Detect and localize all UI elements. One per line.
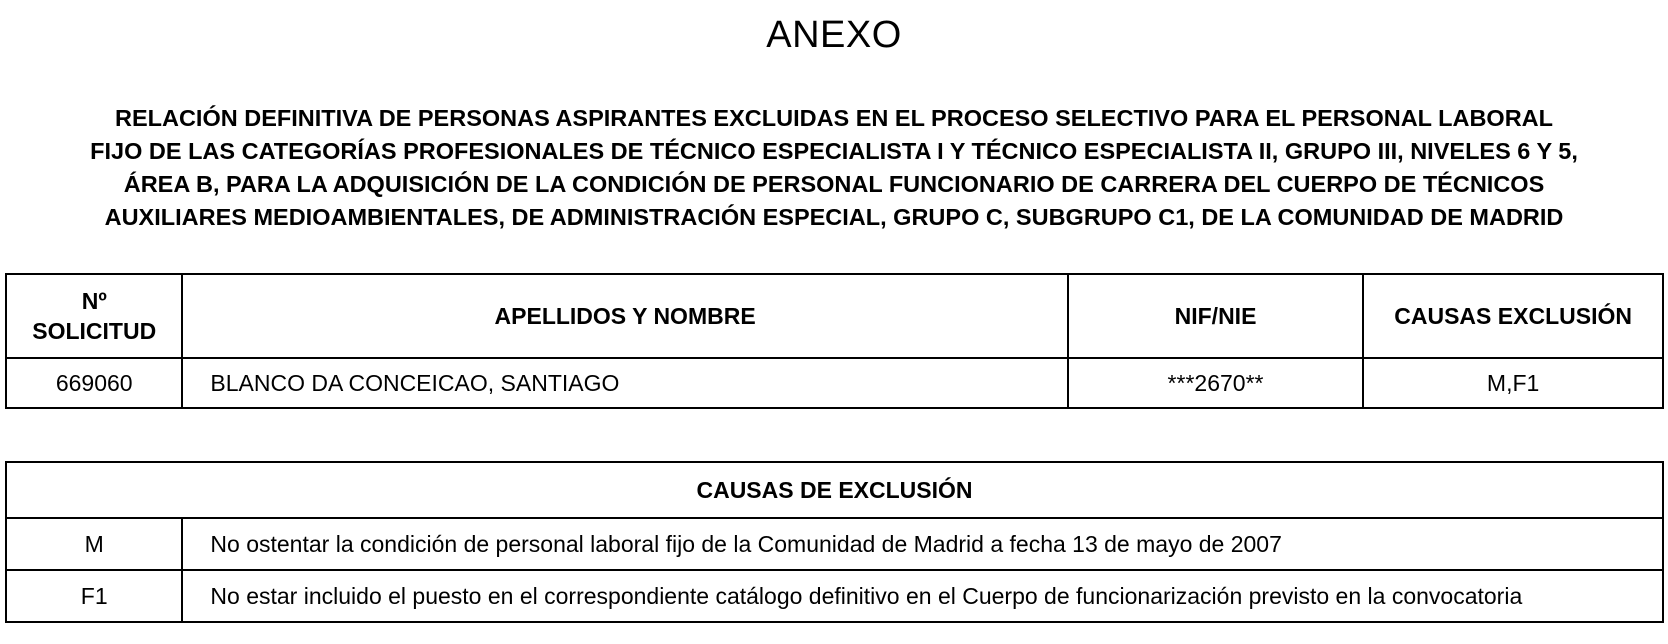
- table-row: [6, 570, 1663, 622]
- excluded-applicants-table: [5, 273, 1664, 409]
- table-header-row: [6, 462, 1663, 518]
- cell-cause-description: No estar incluido el puesto en el correspondiente catálogo definitivo en el Cuerpo de funcionarización previsto en la convocatoria: [182, 570, 1663, 622]
- table-row: [6, 518, 1663, 570]
- cell-nif: ***2670**: [1068, 358, 1363, 408]
- cell-name: BLANCO DA CONCEICAO, SANTIAGO: [182, 358, 1067, 408]
- cell-cause-code: F1: [6, 570, 182, 622]
- document-subtitle: [20, 102, 1648, 234]
- table-row: [6, 358, 1663, 408]
- subtitle-line: RELACIÓN DEFINITIVA DE PERSONAS ASPIRANTES EXCLUIDAS EN EL PROCESO SELECTIVO PARA EL PERSONAL LABORAL: [114, 105, 1553, 131]
- header-causes: CAUSAS EXCLUSIÓN: [1363, 274, 1663, 358]
- header-num-line2: SOLICITUD: [32, 318, 157, 344]
- cell-causes: M,F1: [1363, 358, 1663, 408]
- subtitle-line: ÁREA B, PARA LA ADQUISICIÓN DE LA CONDICIÓN DE PERSONAL FUNCIONARIO DE CARRERA DEL CUERPO DE TÉCNICOS: [123, 171, 1545, 197]
- header-num-line1: Nº: [81, 288, 107, 314]
- table-header-row: [6, 274, 1663, 358]
- subtitle-line: AUXILIARES MEDIOAMBIENTALES, DE ADMINISTRACIÓN ESPECIAL, GRUPO C, SUBGRUPO C1, DE LA COMUNIDAD DE MADRID: [104, 204, 1564, 230]
- header-name: APELLIDOS Y NOMBRE: [182, 274, 1067, 358]
- header-exclusion-causes: CAUSAS DE EXCLUSIÓN: [6, 462, 1663, 518]
- subtitle-line: FIJO DE LAS CATEGORÍAS PROFESIONALES DE TÉCNICO ESPECIALISTA I Y TÉCNICO ESPECIALISTA II, GRUPO III, NIVELES 6 Y 5,: [90, 138, 1578, 164]
- cell-application-number: 669060: [6, 358, 182, 408]
- exclusion-causes-table: [5, 461, 1664, 623]
- cell-cause-description: No ostentar la condición de personal laboral fijo de la Comunidad de Madrid a fecha 13 de mayo de 2007: [182, 518, 1663, 570]
- cell-cause-code: M: [6, 518, 182, 570]
- document-title: ANEXO: [766, 14, 902, 56]
- header-nif: NIF/NIE: [1068, 274, 1363, 358]
- header-application-number: [6, 274, 182, 358]
